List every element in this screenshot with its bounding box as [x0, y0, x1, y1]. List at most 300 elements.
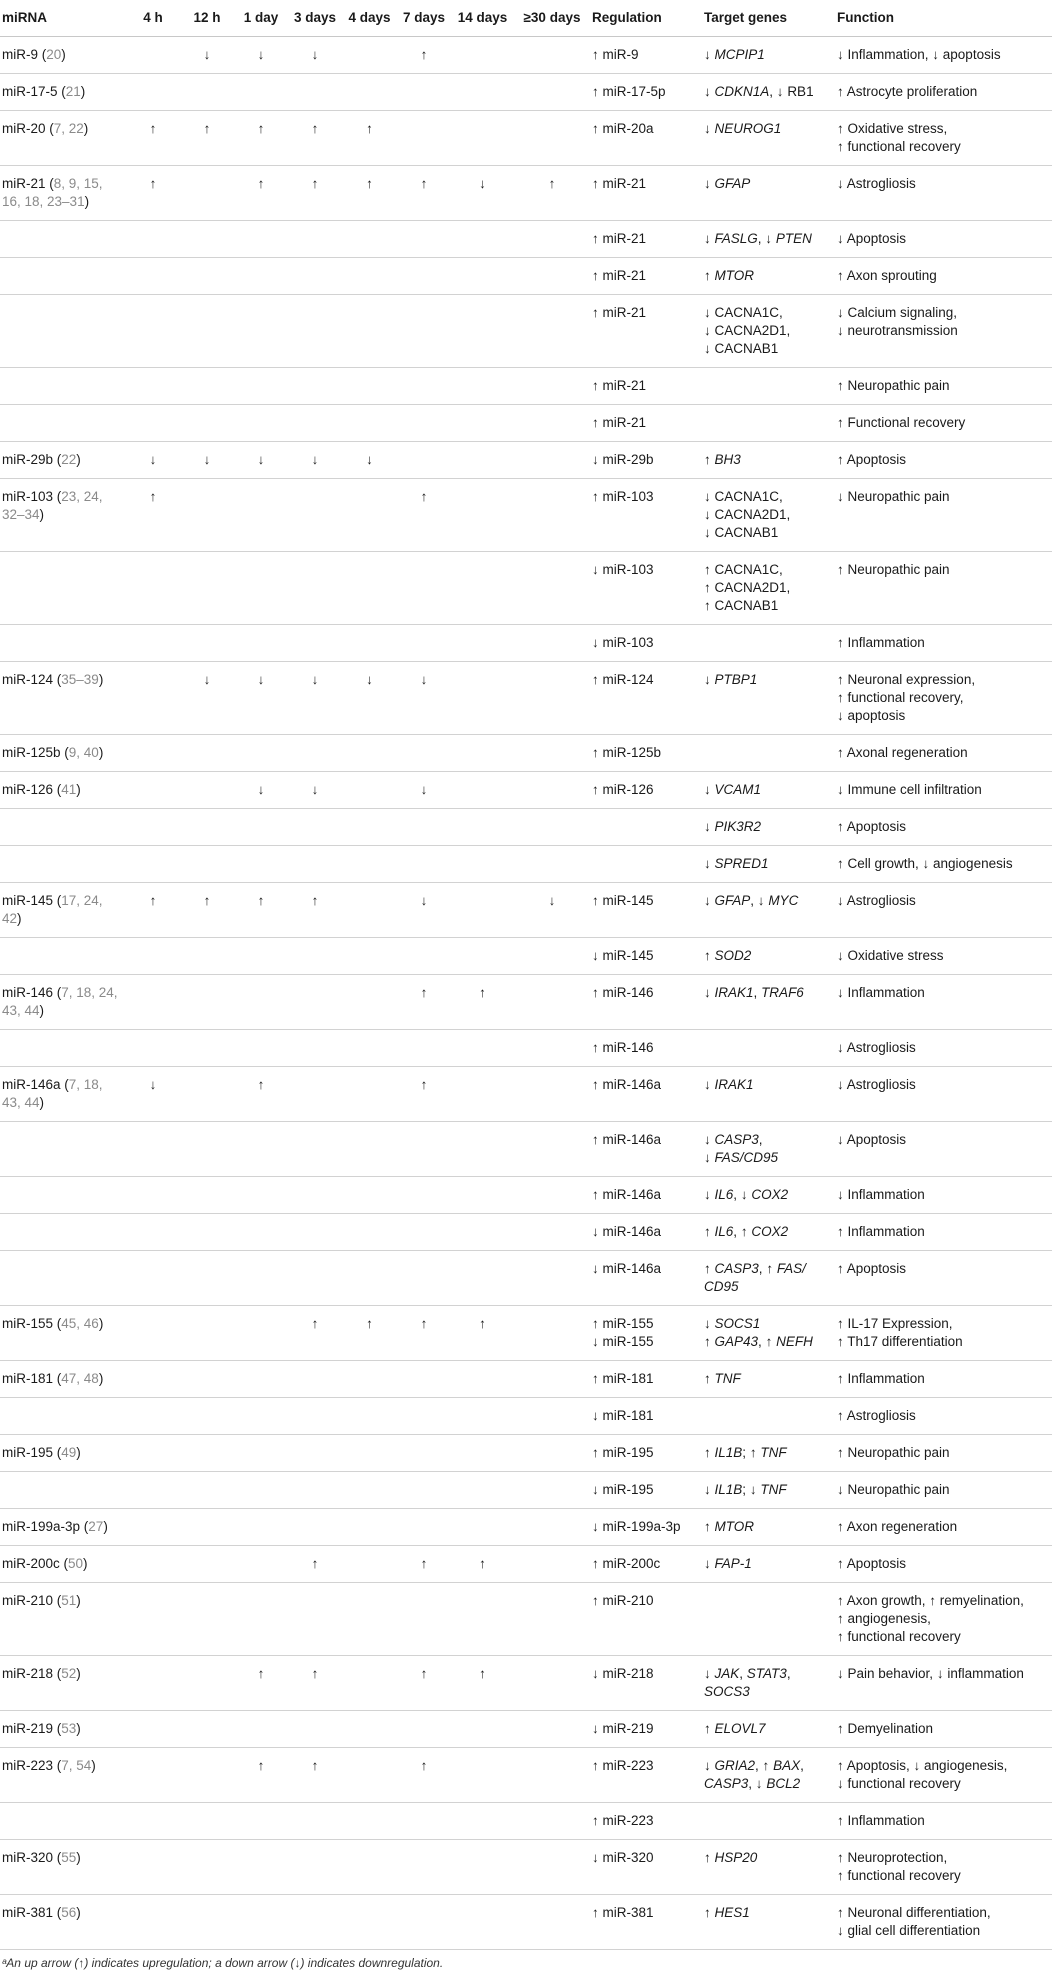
time-cell: [344, 1398, 399, 1435]
function-cell: [837, 1067, 1052, 1122]
target-genes-line: ↓ SOCS1: [704, 1316, 761, 1331]
time-cell: [344, 552, 399, 625]
time-cell: [399, 295, 453, 368]
function-line: ↑ Neuropathic pain: [837, 562, 950, 577]
time-cell: [290, 221, 344, 258]
time-cell: [128, 1748, 182, 1803]
target-genes-line: ↑ CASP3, ↑ FAS/: [704, 1261, 806, 1276]
down-arrow-icon: ↓: [479, 176, 486, 191]
mirna-name: miR-155: [2, 1316, 54, 1331]
time-cell: [236, 662, 290, 735]
regulation-line: ↑ miR-125b: [592, 745, 662, 760]
mirna-name: miR-145: [2, 893, 54, 908]
time-cell: [453, 662, 516, 735]
function-cell: [837, 1895, 1052, 1950]
up-arrow-icon: ↑: [311, 1316, 319, 1331]
time-cell: [128, 625, 182, 662]
regulation-cell: [592, 74, 704, 111]
time-cell: [290, 1251, 344, 1306]
header-regulation: Regulation: [592, 0, 704, 37]
time-cell: [236, 1067, 290, 1122]
time-cell: [399, 1251, 453, 1306]
up-arrow-icon: ↑: [149, 121, 157, 136]
time-cell: [182, 405, 236, 442]
function-cell: [837, 975, 1052, 1030]
up-arrow-icon: ↑: [366, 121, 373, 136]
time-cell: [182, 1177, 236, 1214]
time-cell: [453, 1711, 516, 1748]
down-arrow-icon: ↓: [420, 672, 428, 687]
time-cell: [290, 1067, 344, 1122]
time-cell: [516, 883, 592, 938]
mirna-cell: [0, 1251, 128, 1306]
time-cell: [182, 166, 236, 221]
target-genes-line: ↑ GAP43, ↑ NEFH: [704, 1334, 813, 1349]
time-cell: [290, 1361, 344, 1398]
table-row: [0, 37, 1052, 74]
down-arrow-icon: ↓: [311, 47, 319, 62]
mirna-cell: miR-199a-3p (27): [0, 1509, 128, 1546]
regulation-cell: [592, 1840, 704, 1895]
function-line: ↑ IL-17 Expression,: [837, 1316, 953, 1331]
time-cell: [516, 938, 592, 975]
time-cell: [344, 111, 399, 166]
time-cell: [182, 552, 236, 625]
time-cell: [344, 295, 399, 368]
time-cell: [182, 1803, 236, 1840]
mirna-cell: miR-320 (55): [0, 1840, 128, 1895]
time-cell: [236, 1472, 290, 1509]
time-cell: [453, 1398, 516, 1435]
mirna-name: miR-218: [2, 1666, 54, 1681]
up-arrow-icon: ↑: [420, 47, 428, 62]
regulation-cell: [592, 1509, 704, 1546]
time-cell: [182, 1711, 236, 1748]
table-row: [0, 1711, 1052, 1748]
time-cell: [182, 479, 236, 552]
time-cell: [453, 809, 516, 846]
time-cell: [344, 166, 399, 221]
time-cell: [516, 846, 592, 883]
time-cell: [290, 809, 344, 846]
target-genes-cell: [704, 1435, 837, 1472]
time-cell: [236, 1122, 290, 1177]
mirna-refs: 8, 9, 15, 16, 18, 23–31: [2, 176, 103, 209]
time-cell: [236, 295, 290, 368]
time-cell: [516, 1711, 592, 1748]
mirna-name: miR-381: [2, 1905, 54, 1920]
time-cell: [453, 405, 516, 442]
time-cell: [236, 479, 290, 552]
regulation-line: ↑ miR-124: [592, 672, 654, 687]
function-line: ↑ Neuronal expression,: [837, 672, 976, 687]
time-cell: [128, 735, 182, 772]
time-cell: [344, 74, 399, 111]
time-cell: [236, 258, 290, 295]
function-line: ↑ Astrocyte proliferation: [837, 84, 978, 99]
time-cell: [453, 295, 516, 368]
time-cell: [344, 221, 399, 258]
target-genes-cell: [704, 1546, 837, 1583]
target-genes-line: ↓ CACNA2D1,: [704, 323, 791, 338]
time-cell: [128, 221, 182, 258]
time-cell: [290, 111, 344, 166]
regulation-cell: [592, 938, 704, 975]
time-cell: [290, 1656, 344, 1711]
time-cell: [128, 1361, 182, 1398]
time-cell: [516, 809, 592, 846]
time-cell: [290, 1306, 344, 1361]
function-cell: [837, 662, 1052, 735]
time-cell: [344, 809, 399, 846]
mirna-refs: 7, 18, 43, 44: [2, 1077, 103, 1110]
target-genes-line: ↓ IRAK1: [704, 1077, 754, 1092]
table-row: [0, 552, 1052, 625]
time-cell: [399, 1711, 453, 1748]
regulation-line: ↓ miR-195: [592, 1482, 654, 1497]
time-cell: [236, 442, 290, 479]
function-line: ↑ functional recovery: [837, 1629, 961, 1644]
header-4days: 4 days: [344, 0, 399, 37]
regulation-line: ↑ miR-223: [592, 1813, 654, 1828]
down-arrow-icon: ↓: [366, 452, 373, 467]
time-cell: [236, 368, 290, 405]
time-cell: [453, 1803, 516, 1840]
mirna-name: miR-146a: [2, 1077, 61, 1092]
table-row: [0, 1840, 1052, 1895]
time-cell: [236, 1803, 290, 1840]
regulation-cell: [592, 662, 704, 735]
time-cell: [516, 662, 592, 735]
time-cell: [128, 442, 182, 479]
regulation-cell: [592, 221, 704, 258]
mirna-refs: 55: [61, 1850, 77, 1865]
time-cell: [182, 258, 236, 295]
mirna-name: miR-199a-3p: [2, 1519, 81, 1534]
time-cell: [453, 1361, 516, 1398]
time-cell: [290, 1895, 344, 1950]
time-cell: [399, 221, 453, 258]
function-line: ↑ Apoptosis, ↓ angiogenesis,: [837, 1758, 1008, 1773]
table-row: [0, 1895, 1052, 1950]
time-cell: [182, 111, 236, 166]
target-genes-cell: [704, 37, 837, 74]
time-cell: [236, 405, 290, 442]
target-genes-line: ↓ CACNA2D1,: [704, 507, 791, 522]
regulation-line: ↑ miR-146: [592, 985, 654, 1000]
table-row: [0, 405, 1052, 442]
table-row: [0, 1306, 1052, 1361]
time-cell: [236, 625, 290, 662]
target-genes-line: ↑ MTOR: [704, 1519, 755, 1534]
time-cell: [128, 1711, 182, 1748]
time-cell: [182, 1067, 236, 1122]
up-arrow-icon: ↑: [479, 1666, 486, 1681]
time-cell: [290, 37, 344, 74]
regulation-line: ↓ miR-320: [592, 1850, 654, 1865]
time-cell: [453, 1583, 516, 1656]
time-cell: [182, 1361, 236, 1398]
mirna-cell: miR-181 (47, 48): [0, 1361, 128, 1398]
time-cell: [344, 405, 399, 442]
target-genes-line: ↓ SPRED1: [704, 856, 769, 871]
up-arrow-icon: ↑: [311, 176, 319, 191]
target-genes-cell: [704, 368, 837, 405]
function-cell: [837, 1177, 1052, 1214]
time-cell: [344, 258, 399, 295]
function-cell: [837, 442, 1052, 479]
time-cell: [516, 1435, 592, 1472]
time-cell: [290, 938, 344, 975]
target-genes-cell: [704, 552, 837, 625]
time-cell: [516, 295, 592, 368]
regulation-cell: [592, 405, 704, 442]
time-cell: [453, 1251, 516, 1306]
target-genes-line: ↓ CACNAB1: [704, 525, 779, 540]
function-line: ↑ functional recovery,: [837, 690, 964, 705]
time-cell: [344, 1546, 399, 1583]
target-genes-cell: [704, 1122, 837, 1177]
function-cell: [837, 111, 1052, 166]
time-cell: [290, 368, 344, 405]
time-cell: [453, 1748, 516, 1803]
function-line: ↓ glial cell differentiation: [837, 1923, 981, 1938]
mirna-refs: 51: [61, 1593, 77, 1608]
regulation-cell: [592, 1711, 704, 1748]
time-cell: [236, 1030, 290, 1067]
time-cell: [290, 1177, 344, 1214]
time-cell: [453, 1122, 516, 1177]
time-cell: [399, 1546, 453, 1583]
time-cell: [182, 1509, 236, 1546]
time-cell: [399, 1361, 453, 1398]
time-cell: [453, 1546, 516, 1583]
time-cell: [453, 258, 516, 295]
time-cell: [128, 111, 182, 166]
function-cell: [837, 735, 1052, 772]
up-arrow-icon: ↑: [311, 893, 319, 908]
down-arrow-icon: ↓: [149, 1077, 157, 1092]
function-line: ↓ Apoptosis: [837, 1132, 907, 1147]
function-cell: [837, 1840, 1052, 1895]
time-cell: [453, 1067, 516, 1122]
table-row: [0, 1214, 1052, 1251]
time-cell: [290, 295, 344, 368]
time-cell: [128, 938, 182, 975]
function-cell: [837, 258, 1052, 295]
mirna-name: miR-320: [2, 1850, 54, 1865]
regulation-cell: [592, 1251, 704, 1306]
target-genes-line: ↓ VCAM1: [704, 782, 762, 797]
time-cell: [128, 975, 182, 1030]
mirna-name: miR-219: [2, 1721, 54, 1736]
regulation-line: ↑ miR-103: [592, 489, 654, 504]
mirna-name: miR-181: [2, 1371, 54, 1386]
table-row: [0, 772, 1052, 809]
time-cell: [290, 1214, 344, 1251]
table-row: [0, 479, 1052, 552]
time-cell: [453, 1030, 516, 1067]
time-cell: [516, 1656, 592, 1711]
time-cell: [516, 1306, 592, 1361]
regulation-cell: [592, 735, 704, 772]
target-genes-line: ↑ IL6, ↑ COX2: [704, 1224, 789, 1239]
time-cell: [182, 938, 236, 975]
table-row: [0, 111, 1052, 166]
regulation-cell: [592, 1748, 704, 1803]
regulation-line: ↑ miR-21: [592, 415, 647, 430]
function-line: ↑ Neuropathic pain: [837, 378, 950, 393]
function-cell: [837, 1251, 1052, 1306]
time-cell: [399, 74, 453, 111]
header-4h: 4 h: [128, 0, 182, 37]
mirna-cell: miR-195 (49): [0, 1435, 128, 1472]
function-line: ↑ Inflammation: [837, 1224, 925, 1239]
time-cell: [516, 1895, 592, 1950]
time-cell: [453, 1509, 516, 1546]
regulation-cell: [592, 772, 704, 809]
up-arrow-icon: ↑: [311, 121, 319, 136]
time-cell: [516, 166, 592, 221]
table-row: [0, 1583, 1052, 1656]
table-row: [0, 1177, 1052, 1214]
mirna-cell: miR-146 (7, 18, 24, 43, 44): [0, 975, 128, 1030]
target-genes-line: ↑ CACNA2D1,: [704, 580, 791, 595]
down-arrow-icon: ↓: [311, 452, 319, 467]
function-line: ↑ Inflammation: [837, 635, 925, 650]
mirna-name: miR-103: [2, 489, 54, 504]
target-genes-cell: [704, 809, 837, 846]
function-cell: [837, 1748, 1052, 1803]
function-line: ↓ Astrogliosis: [837, 893, 916, 908]
function-cell: [837, 1361, 1052, 1398]
target-genes-cell: [704, 1840, 837, 1895]
up-arrow-icon: ↑: [420, 1316, 428, 1331]
time-cell: [399, 368, 453, 405]
function-cell: [837, 1711, 1052, 1748]
function-line: ↑ angiogenesis,: [837, 1611, 931, 1626]
time-cell: [344, 37, 399, 74]
function-line: ↓ Immune cell infiltration: [837, 782, 982, 797]
regulation-cell: [592, 1583, 704, 1656]
time-cell: [399, 1306, 453, 1361]
up-arrow-icon: ↑: [149, 176, 157, 191]
mirna-cell: miR-219 (53): [0, 1711, 128, 1748]
down-arrow-icon: ↓: [257, 47, 265, 62]
time-cell: [182, 1214, 236, 1251]
regulation-line: ↓ miR-146a: [592, 1261, 662, 1276]
time-cell: [128, 772, 182, 809]
time-cell: [399, 258, 453, 295]
time-cell: [516, 258, 592, 295]
target-genes-cell: [704, 479, 837, 552]
target-genes-line: ↓ IRAK1, TRAF6: [704, 985, 804, 1000]
target-genes-line: ↑ CACNAB1: [704, 598, 779, 613]
mirna-name: miR-200c: [2, 1556, 60, 1571]
time-cell: [344, 442, 399, 479]
up-arrow-icon: ↑: [420, 1556, 428, 1571]
mirna-cell: miR-20 (7, 22): [0, 111, 128, 166]
time-cell: [236, 111, 290, 166]
mirna-name: miR-21: [2, 176, 46, 191]
time-cell: [290, 552, 344, 625]
up-arrow-icon: ↑: [257, 1758, 265, 1773]
regulation-line: ↑ miR-17-5p: [592, 84, 666, 99]
mirna-refs: 7, 54: [61, 1758, 92, 1773]
function-cell: [837, 1803, 1052, 1840]
target-genes-cell: [704, 772, 837, 809]
time-cell: [236, 221, 290, 258]
mirna-cell: [0, 1214, 128, 1251]
time-cell: [453, 938, 516, 975]
mirna-refs: 49: [61, 1445, 77, 1460]
function-cell: [837, 1509, 1052, 1546]
target-genes-cell: [704, 221, 837, 258]
regulation-line: ↑ miR-21: [592, 305, 647, 320]
mirna-cell: [0, 1030, 128, 1067]
mirna-refs: 23, 24, 32–34: [2, 489, 103, 522]
down-arrow-icon: ↓: [149, 452, 157, 467]
time-cell: [399, 1509, 453, 1546]
up-arrow-icon: ↑: [479, 1316, 486, 1331]
time-cell: [344, 1895, 399, 1950]
up-arrow-icon: ↑: [420, 985, 428, 1000]
time-cell: [453, 552, 516, 625]
time-cell: [236, 1583, 290, 1656]
target-genes-cell: [704, 975, 837, 1030]
time-cell: [344, 883, 399, 938]
function-line: ↑ Apoptosis: [837, 1556, 907, 1571]
target-genes-cell: [704, 405, 837, 442]
time-cell: [290, 1435, 344, 1472]
time-cell: [128, 1435, 182, 1472]
time-cell: [236, 1306, 290, 1361]
time-cell: [236, 1656, 290, 1711]
target-genes-cell: [704, 1214, 837, 1251]
time-cell: [290, 772, 344, 809]
time-cell: [128, 74, 182, 111]
mirna-cell: [0, 368, 128, 405]
target-genes-cell: [704, 1398, 837, 1435]
function-cell: [837, 1122, 1052, 1177]
function-line: ↓ Astrogliosis: [837, 1040, 916, 1055]
target-genes-line: ↑ MTOR: [704, 268, 755, 283]
time-cell: [236, 1251, 290, 1306]
time-cell: [290, 479, 344, 552]
up-arrow-icon: ↑: [366, 176, 373, 191]
mirna-refs: 27: [88, 1519, 104, 1534]
time-cell: [453, 37, 516, 74]
target-genes-line: ↓ GRIA2, ↑ BAX,: [704, 1758, 804, 1773]
time-cell: [399, 846, 453, 883]
time-cell: [516, 1509, 592, 1546]
time-cell: [236, 735, 290, 772]
mirna-cell: miR-126 (41): [0, 772, 128, 809]
time-cell: [344, 1030, 399, 1067]
time-cell: [182, 772, 236, 809]
mirna-refs: 45, 46: [61, 1316, 99, 1331]
time-cell: [516, 1030, 592, 1067]
down-arrow-icon: ↓: [311, 782, 319, 797]
time-cell: [399, 1030, 453, 1067]
regulation-cell: [592, 1472, 704, 1509]
function-line: ↑ Th17 differentiation: [837, 1334, 963, 1349]
regulation-cell: [592, 1895, 704, 1950]
function-cell: [837, 1546, 1052, 1583]
time-cell: [516, 405, 592, 442]
time-cell: [290, 258, 344, 295]
target-genes-line: ↓ CASP3,: [704, 1132, 763, 1147]
